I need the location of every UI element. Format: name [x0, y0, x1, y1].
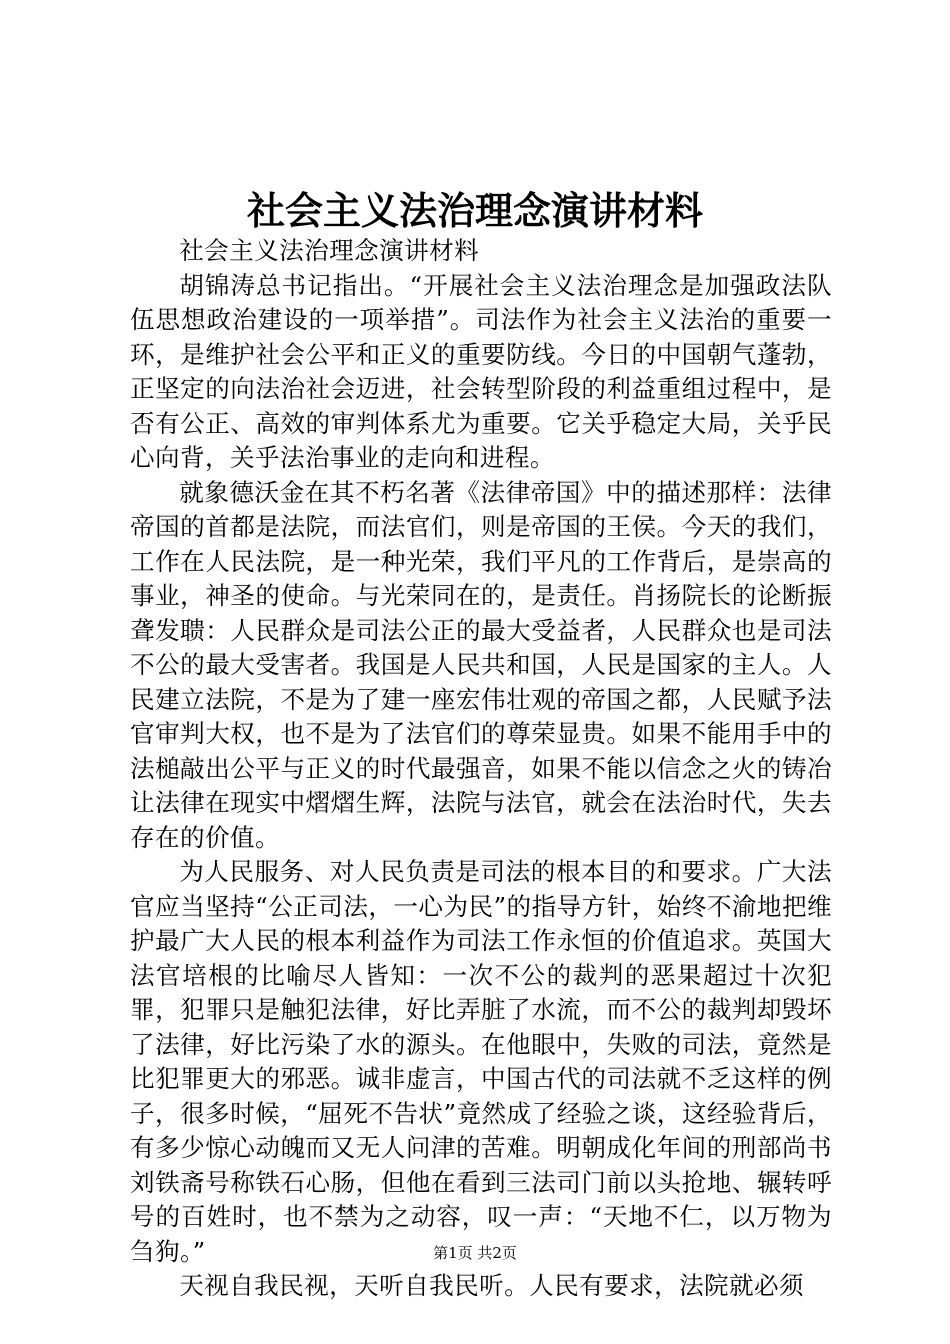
document-title: 社会主义法治理念演讲材料: [246, 188, 703, 233]
body-paragraph: 就象德沃金在其不朽名著《法律帝国》中的描述那样：法律帝国的首都是法院，而法官们，则是帝国的王侯。今天的我们，工作在人民法院，是一种光荣，我们平凡的工作背后，是崇高的事业，神圣的使命。与光荣同在的，是责任。肖扬院长的论断振聋发聩：人民群众是司法公正的最大受益者，人民群众也是司法不公的最大受害者。我国是人民共和国，人民是国家的主人。人民建立法院，不是为了建一座宏伟壮观的帝国之都，人民赋予法官审判大权，也不是为了法官们的尊荣显贵。如果不能用手中的法槌敲出公平与正义的时代最强音，如果不能以信念之火的铸冶让法律在现实中熠熠生辉，法院与法官，就会在法治时代，失去存在的价值。: [130, 477, 832, 852]
body-paragraph: 天视自我民视，天听自我民听。人民有要求，法院就必须: [179, 1271, 805, 1300]
document-body: [130, 234, 832, 1304]
page-number-footer: 第1页 共2页: [433, 1244, 517, 1262]
body-paragraph: 为人民服务、对人民负责是司法的根本目的和要求。广大法官应当坚持“公正司法，一心为民”的指导方针，始终不渝地把维护最广大人民的根本利益作为司法工作永恒的价值追求。英国大法官培根的比喻尽人皆知：一次不公的裁判的恶果超过十次犯罪，犯罪只是触犯法律，好比弄脏了水流，而不公的裁判却毁坏了法律，好比污染了水的源头。在他眼中，失败的司法，竟然是比犯罪更大的邪恶。诚非虚言，中国古代的司法就不乏这样的例子，很多时候，“屈死不告状”竟然成了经验之谈，这经验背后，有多少惊心动魄而又无人问津的苦难。明朝成化年间的刑部尚书刘铁斋号称铁石心肠，但他在看到三法司门前以头抢地、辗转呼号的百姓时，也不禁为之动容，叹一声：“天地不仁，以万物为刍狗。”: [130, 857, 832, 1266]
subtitle-paragraph: 社会主义法治理念演讲材料: [179, 236, 480, 265]
body-paragraph: 胡锦涛总书记指出。“开展社会主义法治理念是加强政法队伍思想政治建设的一项举措”。司法作为社会主义法治的重要一环，是维护社会公平和正义的重要防线。今日的中国朝气蓬勃，正坚定的向法治社会迈进，社会转型阶段的利益重组过程中，是否有公正、高效的审判体系尤为重要。它关乎稳定大局，关乎民心向背，关乎法治事业的走向和进程。: [130, 270, 832, 472]
